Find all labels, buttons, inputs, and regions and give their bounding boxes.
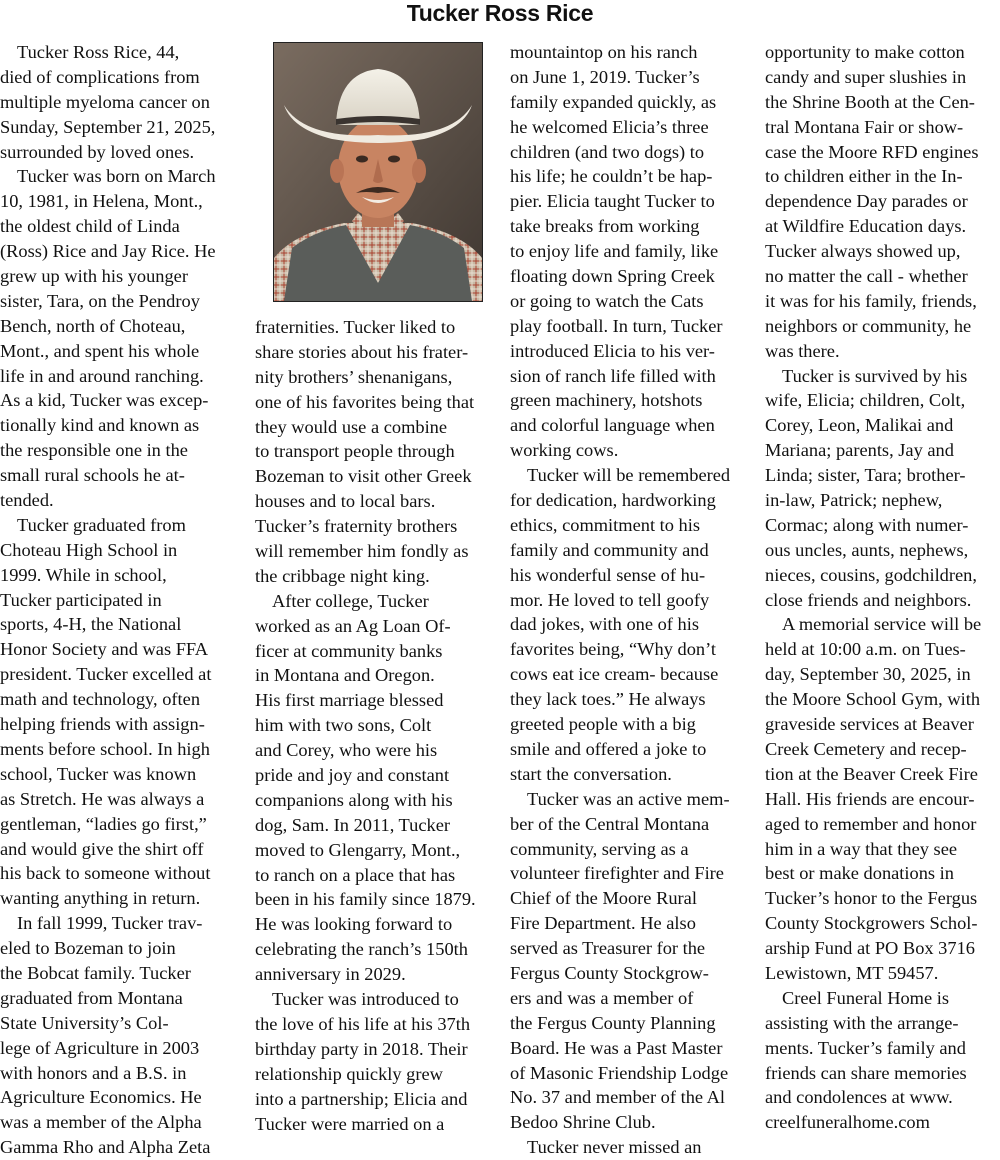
obituary-text-line: grew up with his younger xyxy=(0,266,188,287)
obituary-text-line: Tucker always showed up, xyxy=(765,241,961,262)
obituary-text-line: him in a way that they see xyxy=(765,838,958,859)
obituary-text-line: anniversary in 2029. xyxy=(255,964,406,985)
obituary-text-line: Agriculture Economics. He xyxy=(0,1087,202,1108)
obituary-text-line: 1999. While in school, xyxy=(0,564,167,585)
obituary-text-line: Lewistown, MT 59457. xyxy=(765,962,939,983)
obituary-text-line: fraternities. Tucker liked to xyxy=(255,317,456,337)
obituary-text-line: ous uncles, aunts, nephews, xyxy=(765,539,969,560)
obituary-text-line: the Shrine Booth at the Cen- xyxy=(765,91,975,112)
obituary-text-line: day, September 30, 2025, in xyxy=(765,664,971,685)
obituary-text-line: been in his family since 1879. xyxy=(255,889,476,910)
obituary-text-line: Tucker graduated from xyxy=(17,514,186,535)
obituary-text-line: best or make donations in xyxy=(765,863,954,884)
obituary-text-line: nieces, cousins, godchildren, xyxy=(765,564,977,585)
obituary-text-line: math and technology, often xyxy=(0,689,201,710)
obituary-text-line: candy and super slushies in xyxy=(765,66,967,87)
obituary-text-line: Tucker never missed an xyxy=(527,1137,702,1158)
obituary-text-line: ber of the Central Montana xyxy=(510,813,710,834)
obituary-text-line: Bedoo Shrine Club. xyxy=(510,1112,656,1133)
obituary-text-line: He was looking forward to xyxy=(255,914,453,935)
obituary-text-line: with honors and a B.S. in xyxy=(0,1062,187,1083)
obituary-text-line: volunteer firefighter and Fire xyxy=(510,863,724,884)
obituary-text-line: Fergus County Stockgrow- xyxy=(510,962,709,983)
obituary-text-line: the responsible one in the xyxy=(0,440,188,461)
obituary-text-line: pier. Elicia taught Tucker to xyxy=(510,191,715,212)
obituary-text-line: tion at the Beaver Creek Fire xyxy=(765,763,978,784)
obituary-text-line: served as Treasurer for the xyxy=(510,938,706,959)
obituary-text-line: floating down Spring Creek xyxy=(510,266,715,287)
obituary-text-line: Tucker’s fraternity brothers xyxy=(255,516,458,537)
obituary-text-line: his wonderful sense of hu- xyxy=(510,564,706,585)
portrait-photo xyxy=(273,42,483,302)
obituary-text-line: to transport people through xyxy=(255,441,455,462)
obituary-text-line: surrounded by loved ones. xyxy=(0,141,195,162)
obituary-text-line: Linda; sister, Tara; brother- xyxy=(765,465,966,486)
obituary-text-line: or going to watch the Cats xyxy=(510,290,704,311)
obituary-text-line: the oldest child of Linda xyxy=(0,216,180,237)
obituary-text-line: died of complications from xyxy=(0,66,200,87)
obituary-text-line: to enjoy life and family, like xyxy=(510,241,719,262)
obituary-text-line: close friends and neighbors. xyxy=(765,589,972,610)
obituary-text-line: Tucker participated in xyxy=(0,589,162,610)
text-column-4 xyxy=(765,40,1000,1135)
obituary-text-line: mountaintop on his ranch xyxy=(510,42,698,62)
obituary-text-line: his back to someone without xyxy=(0,863,211,884)
obituary-text-line: the Bobcat family. Tucker xyxy=(0,962,191,983)
obituary-text-line: play football. In turn, Tucker xyxy=(510,315,723,336)
obituary-text-line: family and community and xyxy=(510,539,709,560)
text-column-2 xyxy=(255,315,495,1136)
obituary-text-line: pride and joy and constant xyxy=(255,765,450,786)
obituary-text-line: County Stockgrowers Schol- xyxy=(765,913,978,934)
obituary-text-line: working cows. xyxy=(510,440,619,461)
obituary-text-line: school, Tucker was known xyxy=(0,763,197,784)
obituary-text-line: wife, Elicia; children, Colt, xyxy=(765,390,966,411)
obituary-text-line: to children either in the In- xyxy=(765,166,963,187)
obituary-text-line: worked as an Ag Loan Of- xyxy=(255,615,451,636)
obituary-text-line: Bench, north of Choteau, xyxy=(0,315,186,336)
obituary-text-line: Hall. His friends are encour- xyxy=(765,788,975,809)
obituary-text-line: nity brothers’ shenanigans, xyxy=(255,366,453,387)
obituary-text-line: Mont., and spent his whole xyxy=(0,340,200,361)
obituary-text-line: Sunday, September 21, 2025, xyxy=(0,116,216,137)
obituary-text-line: After college, Tucker xyxy=(272,590,429,611)
obituary-text-line: dad jokes, with one of his xyxy=(510,614,699,635)
obituary-text-line: at Wildfire Education days. xyxy=(765,216,967,237)
obituary-text-line: him with two sons, Colt xyxy=(255,715,432,736)
obituary-text-line: multiple myeloma cancer on xyxy=(0,91,210,112)
obituary-text-line: Tucker will be remembered xyxy=(527,465,731,486)
obituary-text-line: assisting with the arrange- xyxy=(765,1012,959,1033)
obituary-text-line: ficer at community banks xyxy=(255,640,443,661)
obituary-text-line: small rural schools he at- xyxy=(0,465,185,486)
obituary-text-line: 10, 1981, in Helena, Mont., xyxy=(0,191,203,212)
text-column-1 xyxy=(0,40,240,1160)
obituary-text-line: tral Montana Fair or show- xyxy=(765,116,964,137)
obituary-text-line: the love of his life at his 37th xyxy=(255,1013,471,1034)
obituary-text-line: sion of ranch life filled with xyxy=(510,365,716,386)
obituary-text-line: Tucker was an active mem- xyxy=(527,788,730,809)
obituary-text-line: Corey, Leon, Malikai and xyxy=(765,415,954,436)
obituary-text-line: to ranch on a place that has xyxy=(255,864,456,885)
obituary-text-line: Chief of the Moore Rural xyxy=(510,888,697,909)
obituary-text-line: and Corey, who were his xyxy=(255,740,438,761)
obituary-text-line: dog, Sam. In 2011, Tucker xyxy=(255,814,450,835)
obituary-text-line: into a partnership; Elicia and xyxy=(255,1088,468,1109)
obituary-text-line: sister, Tara, on the Pendroy xyxy=(0,290,200,311)
obituary-text-line: and would give the shirt off xyxy=(0,838,204,859)
obituary-text-line: creelfuneralhome.com xyxy=(765,1112,930,1133)
obituary-text-line: (Ross) Rice and Jay Rice. He xyxy=(0,241,216,262)
obituary-text-line: sports, 4-H, the National xyxy=(0,614,182,635)
obituary-text-line: moved to Glengarry, Mont., xyxy=(255,839,461,860)
obituary-text-line: tended. xyxy=(0,490,54,511)
obituary-text-line: family expanded quickly, as xyxy=(510,91,717,112)
obituary-text-line: life in and around ranching. xyxy=(0,365,204,386)
obituary-text-line: green machinery, hotshots xyxy=(510,390,703,411)
obituary-text-line: eled to Bozeman to join xyxy=(0,938,176,959)
obituary-text-line: helping friends with assign- xyxy=(0,714,205,735)
obituary-text-line: community, serving as a xyxy=(510,838,689,859)
obituary-text-line: arship Fund at PO Box 3716 xyxy=(765,938,975,959)
obituary-text-line: will remember him fondly as xyxy=(255,541,469,562)
obituary-text-line: In fall 1999, Tucker trav- xyxy=(17,913,203,934)
obituary-text-line: favorites being, “Why don’t xyxy=(510,639,716,660)
obituary-text-line: As a kid, Tucker was excep- xyxy=(0,390,209,411)
obituary-text-line: take breaks from working xyxy=(510,216,700,237)
obituary-text-line: president. Tucker excelled at xyxy=(0,664,212,685)
obituary-text-line: No. 37 and member of the Al xyxy=(510,1087,726,1108)
obituary-text-line: Tucker was born on March xyxy=(17,166,216,187)
obituary-text-line: in Montana and Oregon. xyxy=(255,665,435,686)
obituary-text-line: Bozeman to visit other Greek xyxy=(255,466,472,487)
obituary-text-line: was a member of the Alpha xyxy=(0,1112,202,1133)
obituary-text-line: Tucker was introduced to xyxy=(272,989,459,1010)
obituary-text-line: ethics, commitment to his xyxy=(510,514,701,535)
obituary-text-line: introduced Elicia to his ver- xyxy=(510,340,715,361)
obituary-text-line: State University’s Col- xyxy=(0,1012,169,1033)
obituary-text-line: case the Moore RFD engines xyxy=(765,141,979,162)
obituary-text-line: they lack toes.” He always xyxy=(510,689,706,710)
obituary-text-line: no matter the call - whether xyxy=(765,266,968,287)
obituary-text-line: he welcomed Elicia’s three xyxy=(510,116,709,137)
obituary-text-line: Fire Department. He also xyxy=(510,913,696,934)
obituary-text-line: opportunity to make cotton xyxy=(765,42,965,62)
obituary-text-line: Creek Cemetery and recep- xyxy=(765,738,967,759)
obituary-text-line: his life; he couldn’t be hap- xyxy=(510,166,713,187)
obituary-text-line: birthday party in 2018. Their xyxy=(255,1038,468,1059)
obituary-text-line: Board. He was a Past Master xyxy=(510,1037,723,1058)
obituary-text-line: companions along with his xyxy=(255,789,453,810)
obituary-text-line: lege of Agriculture in 2003 xyxy=(0,1037,200,1058)
obituary-text-line: of Masonic Friendship Lodge xyxy=(510,1062,729,1083)
obituary-text-line: share stories about his frater- xyxy=(255,341,469,362)
obituary-text-line: neighbors or community, he xyxy=(765,315,972,336)
obituary-text-line: the Fergus County Planning xyxy=(510,1012,716,1033)
obituary-title: Tucker Ross Rice xyxy=(406,0,594,26)
obituary-text-line: one of his favorites being that xyxy=(255,391,475,412)
obituary-text-line: Gamma Rho and Alpha Zeta xyxy=(0,1137,211,1158)
obituary-text-line: friends can share memories xyxy=(765,1062,967,1083)
obituary-text-line: they would use a combine xyxy=(255,416,448,437)
obituary-text-line: and condolences at www. xyxy=(765,1087,953,1108)
obituary-text-line: the cribbage night king. xyxy=(255,565,430,586)
obituary-text-line: it was for his family, friends, xyxy=(765,290,977,311)
obituary-text-line: the Moore School Gym, with xyxy=(765,689,981,710)
obituary-text-line: Tucker is survived by his xyxy=(782,365,968,386)
obituary-text-line: and colorful language when xyxy=(510,415,715,436)
obituary-text-line: wanting anything in return. xyxy=(0,888,201,909)
obituary-text-line: as Stretch. He was always a xyxy=(0,788,205,809)
obituary-text-line: held at 10:00 a.m. on Tues- xyxy=(765,639,966,660)
text-column-3 xyxy=(510,40,750,1160)
obituary-text-line: His first marriage blessed xyxy=(255,690,444,711)
obituary-text-line: Mariana; parents, Jay and xyxy=(765,440,954,461)
obituary-text-line: Tucker’s honor to the Fergus xyxy=(765,888,978,909)
obituary-text-line: A memorial service will be xyxy=(782,614,982,635)
obituary-text-line: Creel Funeral Home is xyxy=(782,987,950,1008)
obituary-text-line: for dedication, hardworking xyxy=(510,490,716,511)
obituary-text-line: was there. xyxy=(765,340,840,361)
obituary-text-line: ments before school. In high xyxy=(0,738,210,759)
obituary-text-line: greeted people with a big xyxy=(510,714,696,735)
obituary-text-line: houses and to local bars. xyxy=(255,491,436,512)
obituary-text-line: gentleman, “ladies go first,” xyxy=(0,813,207,834)
obituary-text-line: smile and offered a joke to xyxy=(510,738,707,759)
obituary-text-line: Tucker were married on a xyxy=(255,1113,445,1134)
obituary-text-line: Tucker Ross Rice, 44, xyxy=(17,42,180,62)
obituary-text-line: Cormac; along with numer- xyxy=(765,514,969,535)
obituary-text-line: ers and was a member of xyxy=(510,987,694,1008)
obituary-text-line: tionally kind and known as xyxy=(0,415,200,436)
obituary-text-line: children (and two dogs) to xyxy=(510,141,705,162)
obituary-text-line: graduated from Montana xyxy=(0,987,183,1008)
obituary-text-line: Honor Society and was FFA xyxy=(0,639,209,660)
obituary-text-line: aged to remember and honor xyxy=(765,813,977,834)
obituary-text-line: ments. Tucker’s family and xyxy=(765,1037,966,1058)
obituary-text-line: graveside services at Beaver xyxy=(765,714,974,735)
obituary-text-line: celebrating the ranch’s 150th xyxy=(255,939,468,960)
obituary-text-line: mor. He loved to tell goofy xyxy=(510,589,710,610)
obituary-text-line: cows eat ice cream- because xyxy=(510,664,719,685)
obituary-text-line: on June 1, 2019. Tucker’s xyxy=(510,66,700,87)
obituary-text-line: start the conversation. xyxy=(510,763,672,784)
obituary-text-line: relationship quickly grew xyxy=(255,1063,443,1084)
obituary-text-line: in-law, Patrick; nephew, xyxy=(765,490,943,511)
obituary-text-line: Choteau High School in xyxy=(0,539,178,560)
obituary-text-line: dependence Day parades or xyxy=(765,191,968,212)
